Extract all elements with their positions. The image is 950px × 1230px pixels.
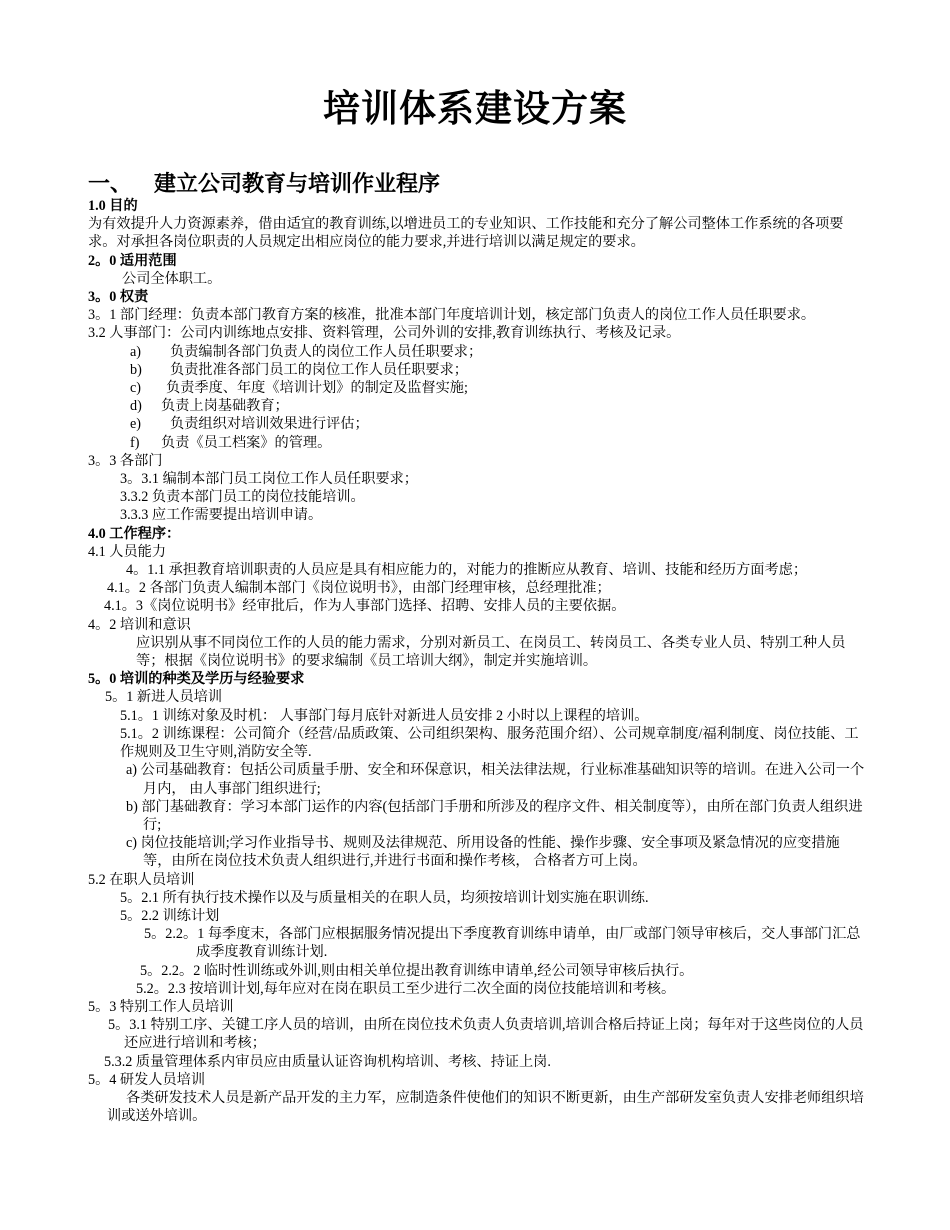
- list-text: 负责上岗基础教育；: [161, 398, 289, 415]
- paragraph-5-4-text: 各类研发技术人员是新产品开发的主力军，应制造条件使他们的知识不断更新，由生产部研发室负责人安排老师组织培训或送外培训。: [107, 1089, 864, 1125]
- paragraph-5-2: 5.2 在职人员培训: [88, 871, 195, 888]
- section-heading: [88, 170, 440, 200]
- heading-procedure: 4.0 工作程序：: [88, 525, 181, 542]
- list-label: e): [130, 416, 142, 433]
- heading-purpose: 1.0 目的: [88, 198, 138, 214]
- list-text: 负责《员工档案》的管理。: [161, 434, 332, 451]
- heading-training-types: 5。0 培训的种类及学历与经验要求: [88, 671, 305, 688]
- paragraph-3-1: 3。1 部门经理：负责本部门教育方案的核准，批准本部门年度培训计划，核定部门负责人的岗位工作人员任职要求。: [88, 307, 816, 324]
- heading-responsibilities: 3。0 权责: [88, 289, 149, 306]
- section-number: 一、: [88, 172, 133, 197]
- paragraph-4-1: 4.1 人员能力: [88, 543, 167, 560]
- list-item: [88, 434, 868, 452]
- paragraph-5-2-2-1: 5。2.2。1 每季度末，各部门应根据服务情况提出下季度教育训练申请单，由厂或部门领导审核后，交人事部门汇总成季度教育训练计划.: [144, 926, 861, 961]
- paragraph-5-1-2-c: c) 岗位技能培训;学习作业指导书、规则及法律规范、所用设备的性能、操作步骤、安全事项及紧急情况的应变措施等，由所在岗位技术负责人组织进行,并进行书面和操作考核， 合格者方可上岗。: [126, 835, 840, 870]
- list-label: a): [130, 343, 142, 360]
- paragraph-purpose: 为有效提升人力资源素养，借由适宜的教育训练,以增进员工的专业知识、工作技能和充分了解公司整体工作系统的各项要求。对承担各岗位职责的人员规定出相应岗位的能力要求,并进行培训以满足规定的要求。: [88, 216, 844, 251]
- list-text: 负责季度、年度《培训计划》的制定及监督实施;: [166, 380, 468, 397]
- list-text: 负责批准各部门员工的岗位工作人员任职要求；: [170, 361, 468, 378]
- paragraph-5-2-2-2: 5。2.2。2 临时性训练或外训,则由相关单位提出教育训练申请单,经公司领导审核后执行。: [140, 962, 694, 979]
- list-text: 负责编制各部门负责人的岗位工作人员任职要求；: [170, 343, 483, 360]
- paragraph-5-4: 5。4 研发人员培训: [88, 1071, 206, 1088]
- list-item: [88, 361, 868, 379]
- paragraph-4-1-1: 4。1.1 承担教育培训职责的人员应是具有相应能力的，对能力的推断应从教育、培训、技能和经历方面考虑；: [126, 562, 808, 579]
- list-label: f): [130, 434, 140, 451]
- paragraph-4-2-text: 应识别从事不同岗位工作的人员的能力需求，分别对新员工、在岗员工、转岗员工、各类专业人员、特别工种人员等；根据《岗位说明书》的要求编制《员工培训大纲》，制定并实施培训。: [136, 634, 846, 670]
- list-item: [88, 343, 868, 361]
- document-title: 培训体系建设方案: [323, 87, 627, 130]
- paragraph-5-3-2: 5.3.2 质量管理体系内审员应由质量认证咨询机构培训、考核、持证上岗.: [104, 1053, 551, 1070]
- paragraph-4-2: 4。2 培训和意识: [88, 616, 191, 633]
- paragraph-3-3-1: 3。3.1 编制本部门员工岗位工作人员任职要求；: [120, 471, 418, 488]
- paragraph-3-2: 3.2 人事部门：公司内训练地点安排、资料管理，公司外训的安排,教育训练执行、考核及记录。: [88, 325, 681, 342]
- paragraph-5-2-1: 5。2.1 所有执行技术操作以及与质量相关的在职人员，均须按培训计划实施在职训练.: [120, 889, 649, 906]
- paragraph-5-1: 5。1 新进人员培训: [105, 689, 223, 706]
- paragraph-5-1-2: 5.1。2 训练课程：公司简介（经营/品质政策、公司组织架构、服务范围介绍）、公司规章制度/福利制度、岗位技能、工作规则及卫生守则,消防安全等.: [120, 725, 859, 761]
- paragraph-scope: 公司全体职工。: [122, 270, 222, 287]
- list-label: b): [130, 361, 142, 378]
- paragraph-5-1-2-a: a) 公司基础教育：包括公司质量手册、安全和环保意识，相关法律法规，行业标准基础知识等的培训。在进入公司一个月内， 由人事部门组织进行;: [126, 762, 865, 797]
- list-label: d): [130, 398, 142, 415]
- paragraph-3-3-2: 3.3.2 负责本部门员工的岗位技能培训。: [120, 489, 365, 506]
- list-item: [88, 379, 868, 397]
- list-label: c): [130, 380, 142, 397]
- list-text: 负责组织对培训效果进行评估；: [170, 416, 369, 433]
- paragraph-5-1-2-b: b) 部门基础教育：学习本部门运作的内容(包括部门手册和所涉及的程序文件、相关制度等），由所在部门负责人组织进行;: [126, 798, 863, 833]
- paragraph-4-1-3: 4.1。3《岗位说明书》经审批后，作为人事部门选择、招聘、安排人员的主要依据。: [104, 598, 626, 615]
- paragraph-5-3-1: 5。3.1 特别工序、关键工序人员的培训，由所在岗位技术负责人负责培训,培训合格后持证上岗；每年对于这些岗位的人员还应进行培训和考核；: [108, 1017, 864, 1052]
- section-title: 建立公司教育与培训作业程序: [154, 172, 441, 197]
- heading-scope: 2。0 适用范围: [88, 252, 177, 269]
- list-item: [88, 415, 868, 433]
- paragraph-3-3-3: 3.3.3 应工作需要提出培训申请。: [120, 507, 323, 524]
- list-item: [88, 397, 868, 415]
- paragraph-5-3: 5。3 特别工作人员培训: [88, 998, 234, 1015]
- paragraph-5-2-2-3: 5.2。2.3 按培训计划,每年应对在岗在职员工至少进行二次全面的岗位技能培训和考核。: [136, 980, 676, 997]
- paragraph-5-1-1: 5.1。1 训练对象及时机： 人事部门每月底针对新进人员安排 2 小时以上课程的培训。: [120, 707, 649, 724]
- document-body: [88, 197, 868, 1125]
- paragraph-3-3: 3。3 各部门: [88, 452, 163, 469]
- paragraph-4-1-2: 4.1。2 各部门负责人编制本部门《岗位说明书》，由部门经理审核，总经理批准；: [107, 580, 611, 597]
- paragraph-5-2-2: 5。2.2 训练计划: [120, 907, 220, 924]
